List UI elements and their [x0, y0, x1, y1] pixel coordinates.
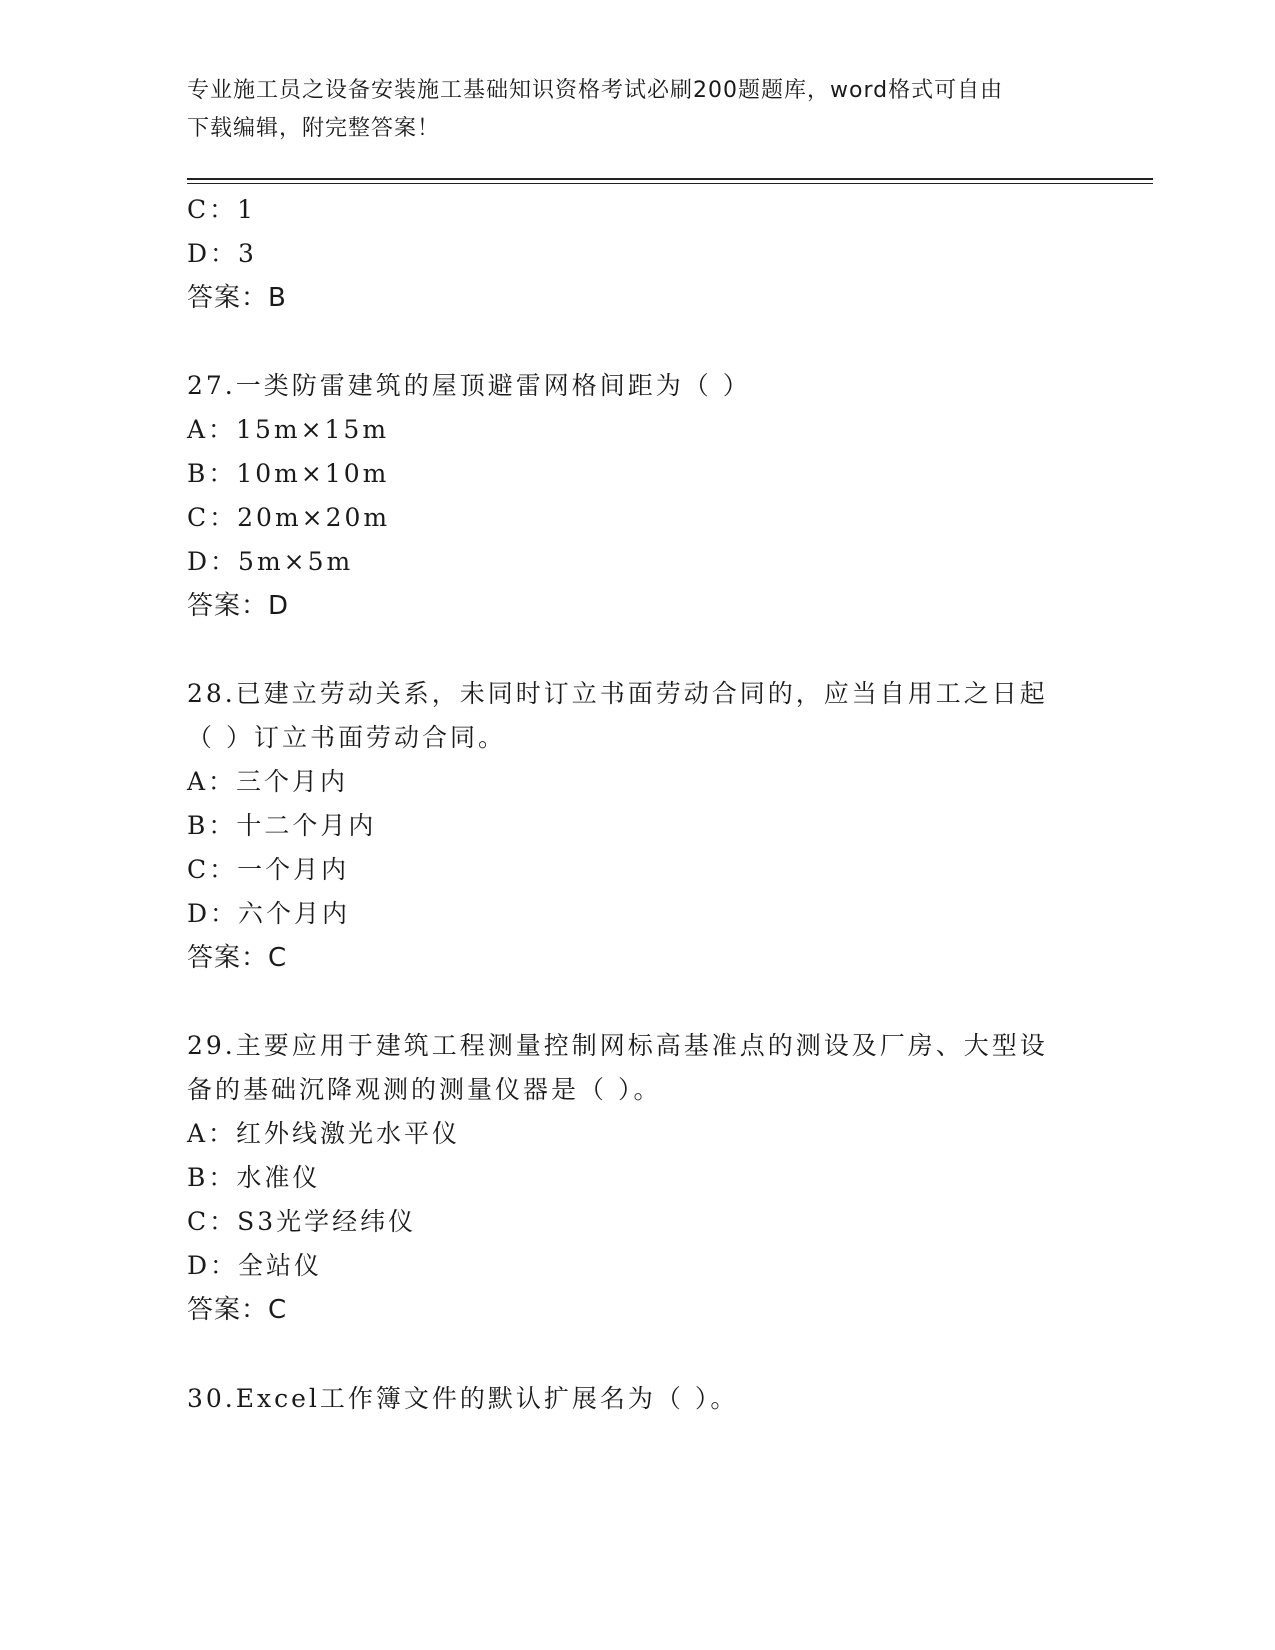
prev-answer: 答案：B	[187, 283, 287, 313]
q29-answer: 答案：C	[187, 1295, 288, 1325]
q30-stem: 30.Excel工作簿文件的默认扩展名为（ ）。	[187, 1384, 739, 1413]
prev-option-d: D：3	[187, 239, 257, 268]
q28-answer: 答案：C	[187, 943, 288, 973]
q28-stem-line-2: （ ）订立书面劳动合同。	[187, 723, 506, 752]
header-divider-thin	[187, 183, 1153, 184]
q27-option-a: A：15m×15m	[187, 415, 390, 444]
q28-option-d: D：六个月内	[187, 899, 351, 928]
q27-option-d: D：5m×5m	[187, 547, 354, 576]
q28-option-b: B：十二个月内	[187, 811, 377, 840]
header-title-line-1: 专业施工员之设备安装施工基础知识资格考试必刷200题题库，word格式可自由	[187, 78, 1004, 103]
q27-answer: 答案：D	[187, 591, 290, 621]
q27-option-c: C：20m×20m	[187, 503, 391, 532]
q29-option-c: C：S3光学经纬仪	[187, 1207, 417, 1236]
q29-option-a: A：红外线激光水平仪	[187, 1119, 461, 1148]
q28-option-a: A：三个月内	[187, 767, 349, 796]
q28-stem-line-1: 28.已建立劳动关系，未同时订立书面劳动合同的，应当自用工之日起	[187, 679, 1048, 708]
header-title-line-2: 下载编辑，附完整答案！	[187, 116, 441, 141]
q29-option-d: D：全站仪	[187, 1251, 323, 1280]
q28-option-c: C：一个月内	[187, 855, 350, 884]
q27-stem: 27.一类防雷建筑的屋顶避雷网格间距为（ ）	[187, 371, 751, 400]
document-header	[187, 72, 1087, 148]
prev-option-c: C：1	[187, 195, 257, 224]
q27-option-b: B：10m×10m	[187, 459, 390, 488]
q29-stem-line-2: 备的基础沉降观测的测量仪器是（ ）。	[187, 1075, 662, 1104]
q29-stem-line-1: 29.主要应用于建筑工程测量控制网标高基准点的测设及厂房、大型设	[187, 1031, 1048, 1060]
header-divider-thick	[187, 178, 1153, 180]
q29-option-b: B：水准仪	[187, 1163, 321, 1192]
